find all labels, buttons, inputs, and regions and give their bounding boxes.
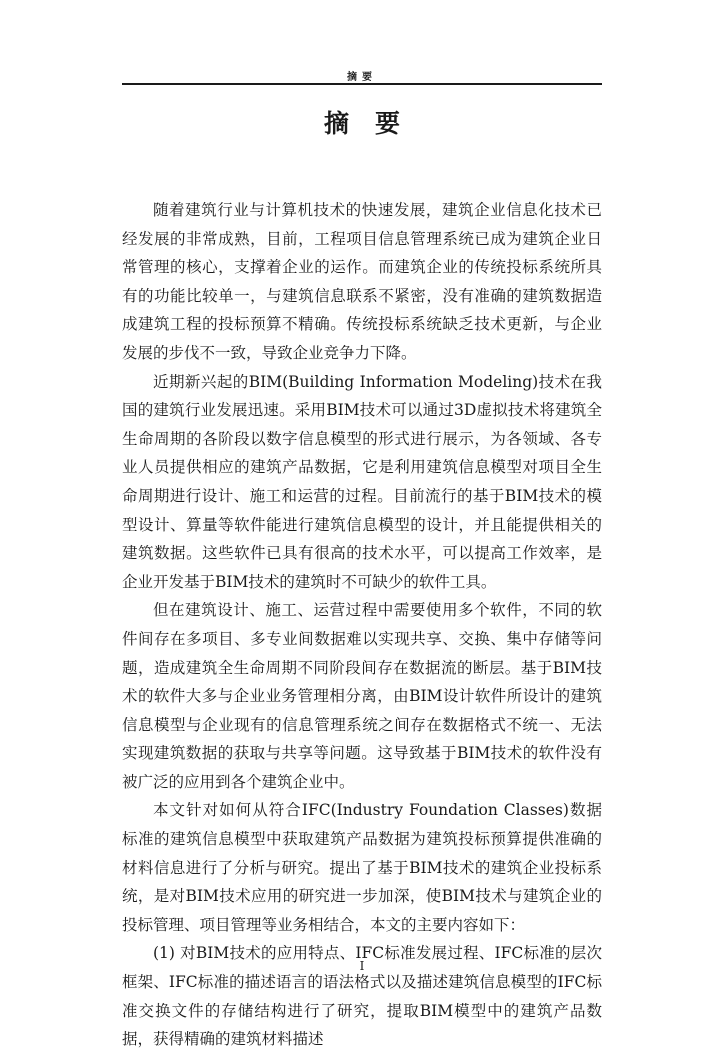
running-header: 摘要 xyxy=(347,72,377,83)
paragraph: 但在建筑设计、施工、运营过程中需要使用多个软件，不同的软件间存在多项目、多专业间数据难以实现共享、交换、集中存储等问题，造成建筑全生命周期不同阶段间存在数据流的断层。基于BIM技术的软件大多与企业业务管理相分离，由BIM设计软件所设计的建筑信息模型与企业现有的信息管理系统之间存在数据格式不统一、无法实现建筑数据的获取与共享等问题。这导致基于BIM技术的软件没有被广泛的应用到各个建筑企业中。 xyxy=(122,601,602,791)
header-rule xyxy=(122,83,602,85)
body-text xyxy=(122,196,602,1054)
paragraph: 随着建筑行业与计算机技术的快速发展，建筑企业信息化技术已经发展的非常成熟，目前，工程项目信息管理系统已成为建筑企业日常管理的核心，支撑着企业的运作。而建筑企业的传统投标系统所具有的功能比较单一，与建筑信息联系不紧密，没有准确的建筑数据造成建筑工程的投标预算不精确。传统投标系统缺乏技术更新，与企业发展的步伐不一致，导致企业竞争力下降。 xyxy=(122,201,602,362)
paragraph: 本文针对如何从符合IFC(Industry Foundation Classes)数据标准的建筑信息模型中获取建筑产品数据为建筑投标预算提供准确的材料信息进行了分析与研究。提出了基于BIM技术的建筑企业投标系统，是对BIM技术应用的研究进一步加深，使BIM技术与建筑企业的投标管理、项目管理等业务相结合，本文的主要内容如下： xyxy=(122,801,602,934)
paragraph: 近期新兴起的BIM(Building Information Modeling)技术在我国的建筑行业发展迅速。采用BIM技术可以通过3D虚拟技术将建筑全生命周期的各阶段以数字信息模型的形式进行展示，为各领域、各专业人员提供相应的建筑产品数据，它是利用建筑信息模型对项目全生命周期进行设计、施工和运营的过程。目前流行的基于BIM技术的模型设计、算量等软件能进行建筑信息模型的设计，并且能提供相关的建筑数据。这些软件已具有很高的技术水平，可以提高工作效率，是企业开发基于BIM技术的建筑时不可缺少的软件工具。 xyxy=(122,372,602,591)
page-number: I xyxy=(359,959,365,973)
page-title: 摘要 xyxy=(323,109,426,138)
paragraph: (1) 对BIM技术的应用特点、IFC标准发展过程、IFC标准的层次框架、IFC标准的描述语言的语法格式以及描述建筑信息模型的IFC标准交换文件的存储结构进行了研究，提取BIM模型中的建筑产品数据，获得精确的建筑材料描述 xyxy=(122,944,602,1049)
